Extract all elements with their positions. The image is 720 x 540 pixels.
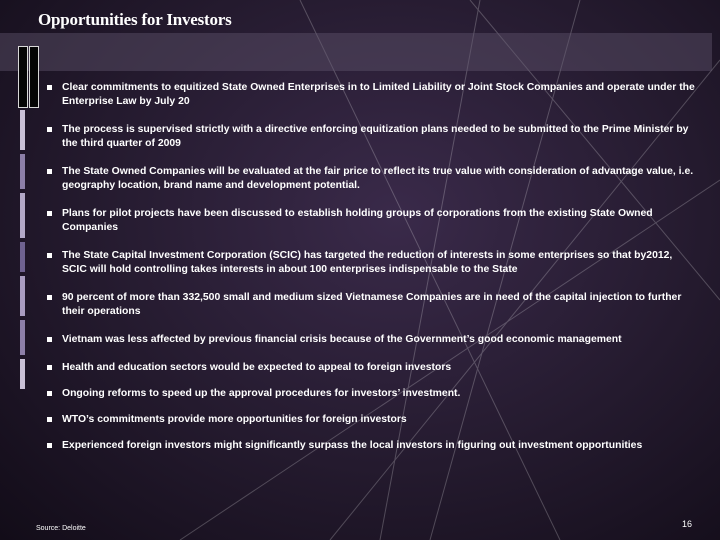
- bullet-item: The State Capital Investment Corporation (SCIC) has targeted the reduction of interests in some enterprises so that by2012, SCIC will hold controlling takes interests in about 100 enterprises indispensable to the State: [47, 249, 697, 277]
- bullet-list: [47, 81, 697, 465]
- source-note: Source: Deloitte: [36, 525, 86, 532]
- bullet-marker-icon: [47, 391, 52, 396]
- slide-title: Opportunities for Investors: [38, 10, 232, 29]
- bullet-item: Ongoing reforms to speed up the approval procedures for investors’ investment.: [47, 387, 697, 401]
- decorative-bars: [18, 46, 38, 106]
- bullet-item: The State Owned Companies will be evaluated at the fair price to reflect its true value with consideration of advantage value, i.e. geography location, brand name and development potential.: [47, 165, 697, 193]
- bullet-item: Experienced foreign investors might significantly surpass the local investors in figuring out investment opportunities: [47, 439, 697, 453]
- title-band: [0, 33, 712, 71]
- page-number: 16: [682, 519, 693, 529]
- bullet-item: 90 percent of more than 332,500 small and medium sized Vietnamese Companies are in need of the capital injection to further their operations: [47, 291, 697, 319]
- bullet-marker-icon: [47, 211, 52, 216]
- bullet-item: The process is supervised strictly with a directive enforcing equitization plans needed to be submitted to the Prime Minister by the third quarter of 2009: [47, 123, 697, 151]
- bullet-item: Vietnam was less affected by previous financial crisis because of the Government’s good economic management: [47, 333, 697, 347]
- bullet-marker-icon: [47, 85, 52, 90]
- bullet-marker-icon: [47, 365, 52, 370]
- bullet-marker-icon: [47, 127, 52, 132]
- bullet-item: Plans for pilot projects have been discussed to establish holding groups of corporations from the existing State Owned Companies: [47, 207, 697, 235]
- bullet-item: Health and education sectors would be expected to appeal to foreign investors: [47, 361, 697, 375]
- decorative-color-strip: [20, 110, 25, 380]
- bullet-marker-icon: [47, 337, 52, 342]
- bullet-marker-icon: [47, 295, 52, 300]
- bullet-item: WTO’s commitments provide more opportunities for foreign investors: [47, 413, 697, 427]
- bullet-marker-icon: [47, 417, 52, 422]
- bullet-item: Clear commitments to equitized State Owned Enterprises in to Limited Liability or Joint Stock Companies and operate under the Enterprise Law by July 20: [47, 81, 697, 109]
- bullet-marker-icon: [47, 253, 52, 258]
- bullet-marker-icon: [47, 169, 52, 174]
- bullet-marker-icon: [47, 443, 52, 448]
